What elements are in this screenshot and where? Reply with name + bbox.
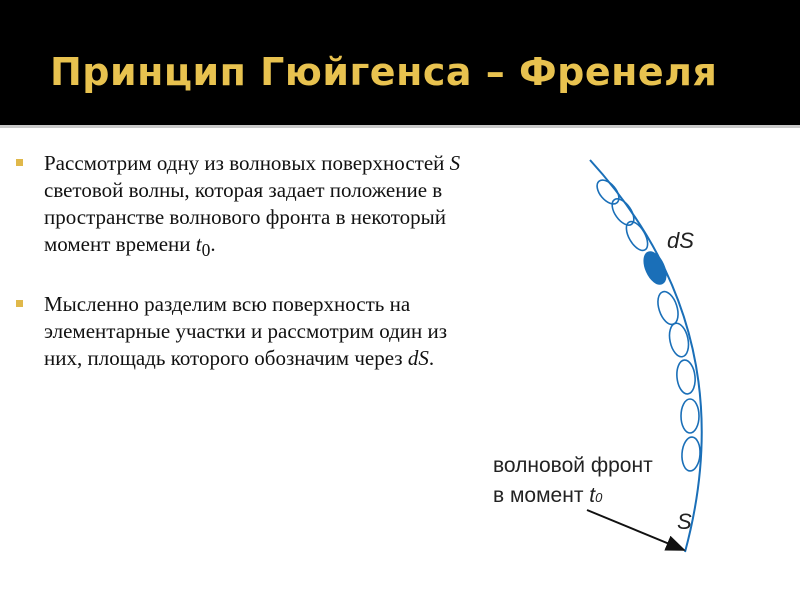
secondary-sources	[593, 176, 701, 471]
label-wavefront-at-moment: в момент	[493, 484, 590, 507]
p1-text-after: .	[210, 232, 216, 256]
label-wavefront-line1: волновой фронт	[493, 454, 653, 477]
p1-subscript: 0	[201, 240, 211, 261]
label-wavefront-line2	[493, 484, 603, 507]
wavelet-ellipse	[654, 289, 682, 327]
p2-symbol-ds: dS	[407, 346, 429, 371]
bullet-square-icon	[16, 159, 23, 166]
p1-symbol-t: t	[195, 232, 202, 256]
p2-text-before: Мысленно разделим всю поверхность на элементарные участки и рассмотрим один из них, площадь которого обозначим через	[44, 292, 448, 371]
pointer-arrow	[587, 510, 684, 550]
wavelet-ellipse	[681, 399, 699, 433]
bullet-square-icon	[16, 300, 23, 307]
wavelet-ellipse	[593, 176, 623, 208]
label-t-symbol: t	[589, 484, 596, 507]
label-s: S	[677, 509, 692, 534]
wavelet-ellipse	[681, 436, 701, 471]
header-divider	[0, 125, 800, 128]
p1-text-before: Рассмотрим одну из волновых поверхностей	[44, 151, 450, 175]
bullet-paragraph-2	[14, 291, 464, 372]
label-ds: dS	[667, 228, 694, 253]
wavelet-ellipse	[608, 195, 638, 229]
label-t-subscript: 0	[595, 490, 603, 505]
ds-element-filled	[640, 249, 670, 287]
p2-text-after: .	[428, 346, 435, 371]
wavelet-ellipse	[675, 359, 696, 395]
p1-symbol-s: S	[449, 151, 461, 175]
slide-body	[14, 150, 464, 372]
wavefront-diagram	[480, 140, 800, 600]
p1-text-middle: световой волны, которая задает положение в пространстве волнового фронта в некоторый момент времени	[44, 178, 446, 256]
slide-header	[0, 0, 800, 125]
slide-title: Принцип Гюйгенса – Френеля	[50, 50, 718, 94]
bullet-paragraph-1	[14, 150, 464, 264]
